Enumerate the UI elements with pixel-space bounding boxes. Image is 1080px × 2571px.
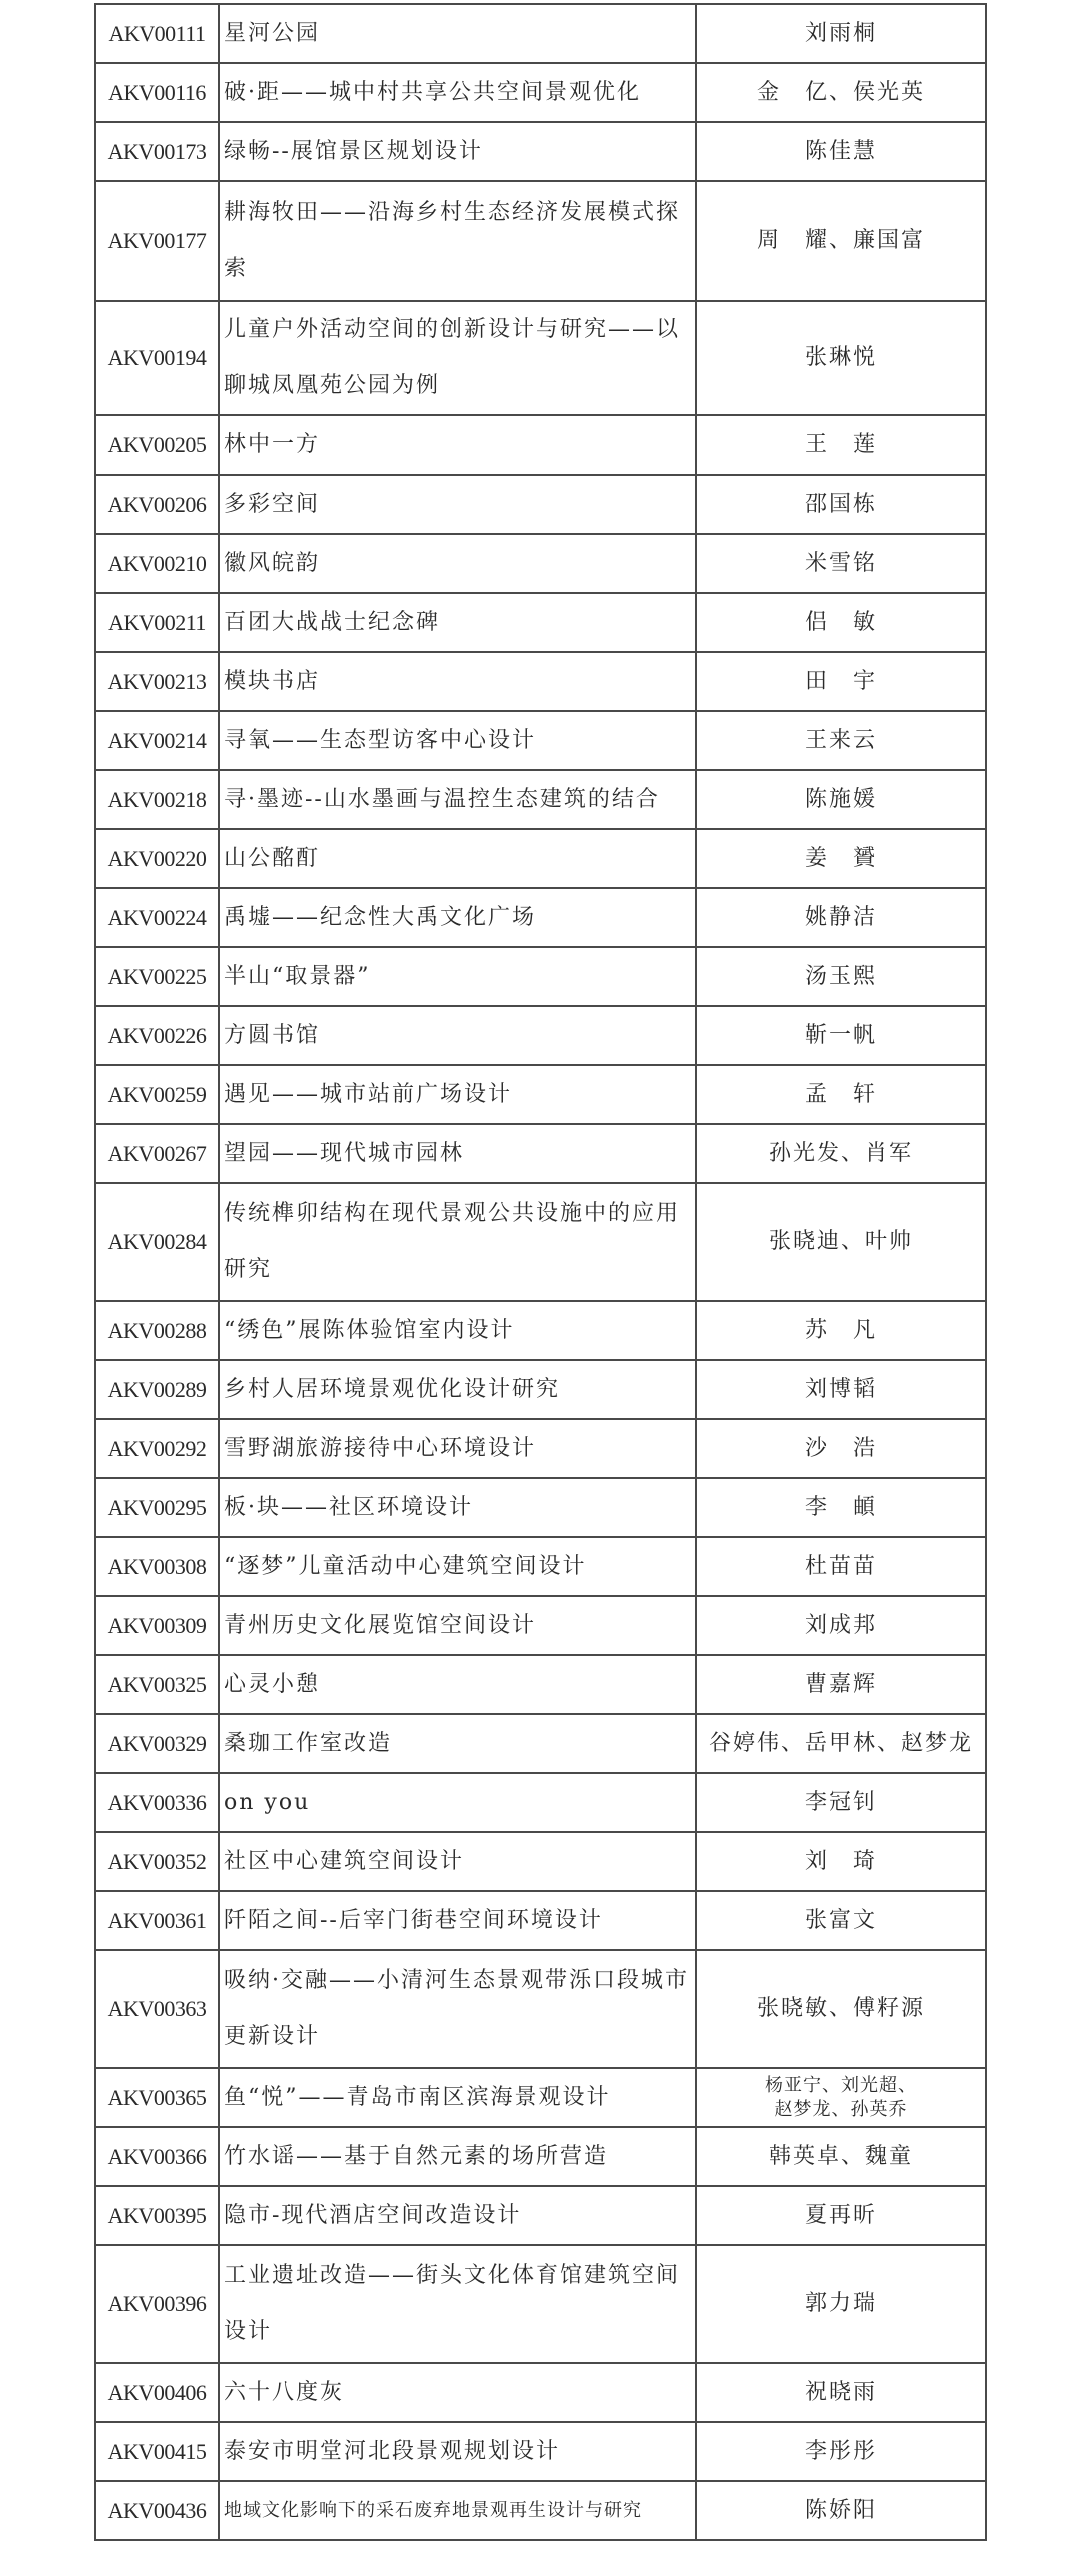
table-row — [95, 888, 986, 947]
table-row — [95, 4, 986, 63]
work-id-cell: AKV00289 — [95, 1360, 219, 1419]
table-row — [95, 1301, 986, 1360]
work-author-cell: 汤玉熙 — [696, 947, 986, 1006]
work-author-cell: 张琳悦 — [696, 301, 986, 415]
work-title-cell: 桑珈工作室改造 — [219, 1714, 696, 1773]
table-row — [95, 1891, 986, 1950]
work-id-cell: AKV00194 — [95, 301, 219, 415]
work-author-cell: 张晓迪、叶帅 — [696, 1183, 986, 1301]
work-id-cell: AKV00363 — [95, 1950, 219, 2068]
work-id-cell: AKV00111 — [95, 4, 219, 63]
table-row — [95, 1183, 986, 1301]
work-title-cell: 破·距——城中村共享公共空间景观优化 — [219, 63, 696, 122]
work-author-cell: 靳一帆 — [696, 1006, 986, 1065]
table-row — [95, 1832, 986, 1891]
work-id-cell: AKV00352 — [95, 1832, 219, 1891]
work-author-cell: 夏再昕 — [696, 2186, 986, 2245]
table-row — [95, 2363, 986, 2422]
table-row — [95, 181, 986, 301]
work-author-cell: 姚静洁 — [696, 888, 986, 947]
work-id-cell: AKV00116 — [95, 63, 219, 122]
work-author-cell: 米雪铭 — [696, 534, 986, 593]
work-author-cell: 李 頔 — [696, 1478, 986, 1537]
work-author-cell: 张晓敏、傅籽源 — [696, 1950, 986, 2068]
work-id-cell: AKV00224 — [95, 888, 219, 947]
work-title-cell: 徽风皖韵 — [219, 534, 696, 593]
work-title-cell: 传统榫卯结构在现代景观公共设施中的应用研究 — [219, 1183, 696, 1301]
table-row — [95, 415, 986, 475]
work-id-cell: AKV00213 — [95, 652, 219, 711]
table-row — [95, 2186, 986, 2245]
work-id-cell: AKV00218 — [95, 770, 219, 829]
work-author-cell: 李彤彤 — [696, 2422, 986, 2481]
work-title-cell: 社区中心建筑空间设计 — [219, 1832, 696, 1891]
work-id-cell: AKV00436 — [95, 2481, 219, 2540]
work-title-cell: 望园——现代城市园林 — [219, 1124, 696, 1183]
work-title-cell: 禹墟——纪念性大禹文化广场 — [219, 888, 696, 947]
work-author-cell: 陈施媛 — [696, 770, 986, 829]
work-id-cell: AKV00284 — [95, 1183, 219, 1301]
work-title-cell: 阡陌之间--后宰门街巷空间环境设计 — [219, 1891, 696, 1950]
work-id-cell: AKV00292 — [95, 1419, 219, 1478]
work-id-cell: AKV00415 — [95, 2422, 219, 2481]
work-title-cell: 儿童户外活动空间的创新设计与研究——以聊城凤凰苑公园为例 — [219, 301, 696, 415]
work-author-cell: 杜苗苗 — [696, 1537, 986, 1596]
work-title-cell: 寻氧——生态型访客中心设计 — [219, 711, 696, 770]
table-row — [95, 829, 986, 888]
work-id-cell: AKV00308 — [95, 1537, 219, 1596]
works-table-body — [95, 4, 986, 2540]
work-title-cell: 竹水谣——基于自然元素的场所营造 — [219, 2127, 696, 2186]
work-id-cell: AKV00396 — [95, 2245, 219, 2363]
table-row — [95, 2127, 986, 2186]
work-author-cell: 孙光发、肖军 — [696, 1124, 986, 1183]
work-id-cell: AKV00177 — [95, 181, 219, 301]
table-row — [95, 947, 986, 1006]
table-row — [95, 2481, 986, 2540]
table-row — [95, 1950, 986, 2068]
work-id-cell: AKV00361 — [95, 1891, 219, 1950]
work-id-cell: AKV00205 — [95, 415, 219, 475]
works-table — [94, 3, 987, 2541]
table-row — [95, 301, 986, 415]
table-row — [95, 63, 986, 122]
work-id-cell: AKV00173 — [95, 122, 219, 181]
work-id-cell: AKV00211 — [95, 593, 219, 652]
work-author-cell: 谷婷伟、岳甲林、赵梦龙 — [696, 1714, 986, 1773]
work-id-cell: AKV00288 — [95, 1301, 219, 1360]
work-title-cell: 耕海牧田——沿海乡村生态经济发展模式探索 — [219, 181, 696, 301]
work-author-cell: 张富文 — [696, 1891, 986, 1950]
table-row — [95, 2068, 986, 2127]
work-id-cell: AKV00309 — [95, 1596, 219, 1655]
table-row — [95, 1419, 986, 1478]
work-author-cell: 侣 敏 — [696, 593, 986, 652]
work-id-cell: AKV00325 — [95, 1655, 219, 1714]
table-row — [95, 1360, 986, 1419]
work-title-cell: 地域文化影响下的采石废弃地景观再生设计与研究 — [219, 2481, 696, 2540]
work-author-cell: 周 耀、廉国富 — [696, 181, 986, 301]
work-author-cell: 杨亚宁、刘光超、赵梦龙、孙英乔 — [696, 2068, 986, 2127]
work-title-cell: 山公酩酊 — [219, 829, 696, 888]
work-id-cell: AKV00366 — [95, 2127, 219, 2186]
work-title-cell: 工业遗址改造——街头文化体育馆建筑空间设计 — [219, 2245, 696, 2363]
work-id-cell: AKV00336 — [95, 1773, 219, 1832]
work-title-cell: “逐梦”儿童活动中心建筑空间设计 — [219, 1537, 696, 1596]
table-row — [95, 1478, 986, 1537]
table-row — [95, 2422, 986, 2481]
table-row — [95, 1537, 986, 1596]
work-id-cell: AKV00267 — [95, 1124, 219, 1183]
work-id-cell: AKV00259 — [95, 1065, 219, 1124]
work-title-cell: 乡村人居环境景观优化设计研究 — [219, 1360, 696, 1419]
table-row — [95, 122, 986, 181]
table-row — [95, 534, 986, 593]
work-author-cell: 陈娇阳 — [696, 2481, 986, 2540]
table-row — [95, 1714, 986, 1773]
work-author-cell: 刘博韬 — [696, 1360, 986, 1419]
work-author-cell: 姜 贇 — [696, 829, 986, 888]
work-title-cell: 方圆书馆 — [219, 1006, 696, 1065]
work-author-cell: 苏 凡 — [696, 1301, 986, 1360]
work-title-cell: 星河公园 — [219, 4, 696, 63]
work-title-cell: 寻·墨迹--山水墨画与温控生态建筑的结合 — [219, 770, 696, 829]
work-id-cell: AKV00225 — [95, 947, 219, 1006]
work-author-cell: 金 亿、侯光英 — [696, 63, 986, 122]
work-author-cell: 邵国栋 — [696, 475, 986, 534]
table-row — [95, 711, 986, 770]
work-id-cell: AKV00329 — [95, 1714, 219, 1773]
work-id-cell: AKV00365 — [95, 2068, 219, 2127]
work-title-cell: 六十八度灰 — [219, 2363, 696, 2422]
work-author-cell: 刘雨桐 — [696, 4, 986, 63]
table-row — [95, 1006, 986, 1065]
work-title-cell: 板·块——社区环境设计 — [219, 1478, 696, 1537]
work-id-cell: AKV00210 — [95, 534, 219, 593]
work-author-cell: 郭力瑞 — [696, 2245, 986, 2363]
table-row — [95, 475, 986, 534]
work-id-cell: AKV00220 — [95, 829, 219, 888]
work-author-cell: 韩英卓、魏童 — [696, 2127, 986, 2186]
table-row — [95, 770, 986, 829]
work-title-cell: on you — [219, 1773, 696, 1832]
work-author-cell: 王 莲 — [696, 415, 986, 475]
work-title-cell: 隐市-现代酒店空间改造设计 — [219, 2186, 696, 2245]
work-id-cell: AKV00214 — [95, 711, 219, 770]
work-title-cell: 心灵小憩 — [219, 1655, 696, 1714]
work-title-cell: “绣色”展陈体验馆室内设计 — [219, 1301, 696, 1360]
work-author-cell: 沙 浩 — [696, 1419, 986, 1478]
work-title-cell: 鱼“悦”——青岛市南区滨海景观设计 — [219, 2068, 696, 2127]
table-row — [95, 1655, 986, 1714]
work-id-cell: AKV00226 — [95, 1006, 219, 1065]
work-title-cell: 模块书店 — [219, 652, 696, 711]
work-author-cell: 李冠钊 — [696, 1773, 986, 1832]
work-title-cell: 半山“取景器” — [219, 947, 696, 1006]
work-title-cell: 林中一方 — [219, 415, 696, 475]
work-author-cell: 刘 琦 — [696, 1832, 986, 1891]
work-title-cell: 吸纳·交融——小清河生态景观带泺口段城市更新设计 — [219, 1950, 696, 2068]
work-author-cell: 曹嘉辉 — [696, 1655, 986, 1714]
work-id-cell: AKV00206 — [95, 475, 219, 534]
table-row — [95, 1596, 986, 1655]
work-title-cell: 青州历史文化展览馆空间设计 — [219, 1596, 696, 1655]
work-title-cell: 泰安市明堂河北段景观规划设计 — [219, 2422, 696, 2481]
work-title-cell: 绿畅--展馆景区规划设计 — [219, 122, 696, 181]
table-row — [95, 2245, 986, 2363]
work-title-cell: 雪野湖旅游接待中心环境设计 — [219, 1419, 696, 1478]
work-author-cell: 王来云 — [696, 711, 986, 770]
work-author-cell: 刘成邦 — [696, 1596, 986, 1655]
work-author-cell: 祝晓雨 — [696, 2363, 986, 2422]
work-title-cell: 百团大战战士纪念碑 — [219, 593, 696, 652]
work-author-cell: 陈佳慧 — [696, 122, 986, 181]
work-id-cell: AKV00295 — [95, 1478, 219, 1537]
table-row — [95, 652, 986, 711]
work-author-cell: 田 宇 — [696, 652, 986, 711]
table-row — [95, 1065, 986, 1124]
table-row — [95, 593, 986, 652]
table-row — [95, 1124, 986, 1183]
work-title-cell: 遇见——城市站前广场设计 — [219, 1065, 696, 1124]
work-id-cell: AKV00395 — [95, 2186, 219, 2245]
work-title-cell: 多彩空间 — [219, 475, 696, 534]
work-id-cell: AKV00406 — [95, 2363, 219, 2422]
work-author-cell: 孟 轩 — [696, 1065, 986, 1124]
table-row — [95, 1773, 986, 1832]
